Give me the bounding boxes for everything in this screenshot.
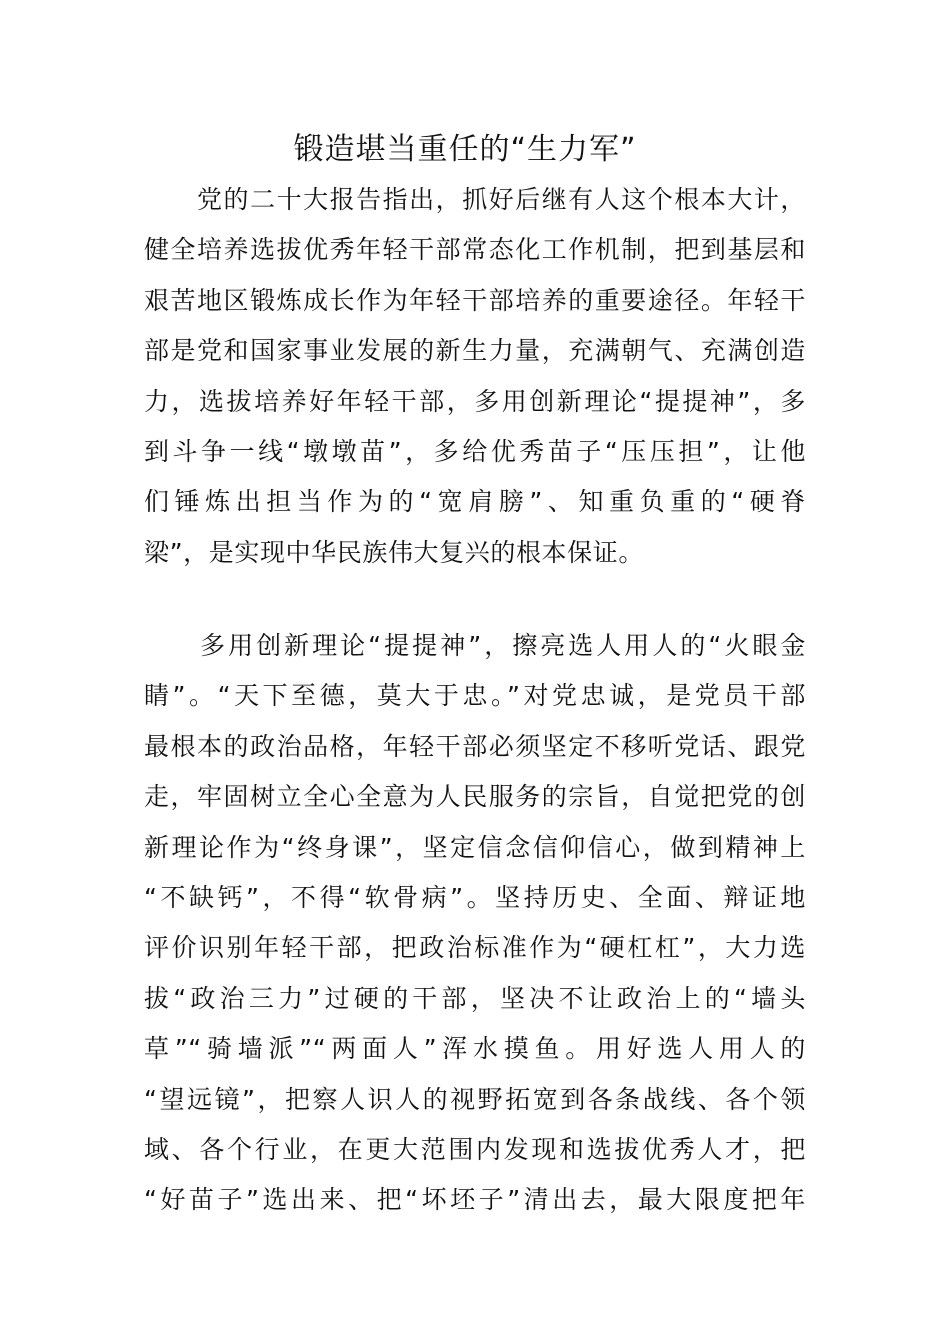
paragraph-line: 健全培养选拔优秀年轻干部常态化工作机制，把到基层和 <box>144 235 806 265</box>
paragraph-line: 最根本的政治品格，年轻干部必须坚定不移听党话、跟党 <box>144 731 806 761</box>
paragraph-1 <box>144 175 806 578</box>
paragraph-line: 部是党和国家事业发展的新生力量，充满朝气、充满创造 <box>144 336 806 366</box>
paragraph-line: “不缺钙”，不得“软骨病”。坚持历史、全面、辩证地 <box>144 882 806 912</box>
paragraph-line: 艰苦地区锻炼成长作为年轻干部培养的重要途径。年轻干 <box>144 285 806 315</box>
paragraph-line: 走，牢固树立全心全意为人民服务的宗旨，自觉把党的创 <box>144 782 806 812</box>
paragraph-line: “好苗子”选出来、把“坏坯子”清出去，最大限度把年 <box>144 1185 806 1215</box>
paragraph-line: 梁”，是实现中华民族伟大复兴的根本保证。 <box>144 537 644 567</box>
paragraph-line: 党的二十大报告指出，抓好后继有人这个根本大计， <box>144 185 806 214</box>
paragraph-line: “望远镜”，把察人识人的视野拓宽到各条战线、各个领 <box>144 1084 806 1114</box>
document-title: 锻造堪当重任的“生力军” <box>293 132 637 167</box>
paragraph-line: 睛”。“天下至德，莫大于忠。”对党忠诚，是党员干部 <box>144 681 806 711</box>
paragraph-line: 草”“骑墙派”“两面人”浑水摸鱼。用好选人用人的 <box>144 1034 806 1064</box>
paragraph-line: 多用创新理论“提提神”，擦亮选人用人的“火眼金 <box>144 631 806 660</box>
paragraph-line: 域、各个行业，在更大范围内发现和选拔优秀人才，把 <box>144 1134 806 1164</box>
paragraph-line: 力，选拔培养好年轻干部，多用创新理论“提提神”，多 <box>144 386 806 416</box>
paragraph-line: 们锤炼出担当作为的“宽肩膀”、知重负重的“硬脊 <box>144 487 806 517</box>
paragraph-line: 拔“政治三力”过硬的干部，坚决不让政治上的“墙头 <box>144 983 806 1013</box>
paragraph-line: 到斗争一线“墩墩苗”，多给优秀苗子“压压担”，让他 <box>144 436 806 466</box>
paragraph-line: 评价识别年轻干部，把政治标准作为“硬杠杠”，大力选 <box>144 933 806 963</box>
paragraph-line: 新理论作为“终身课”，坚定信念信仰信心，做到精神上 <box>144 832 806 862</box>
paragraph-2 <box>144 621 806 1226</box>
